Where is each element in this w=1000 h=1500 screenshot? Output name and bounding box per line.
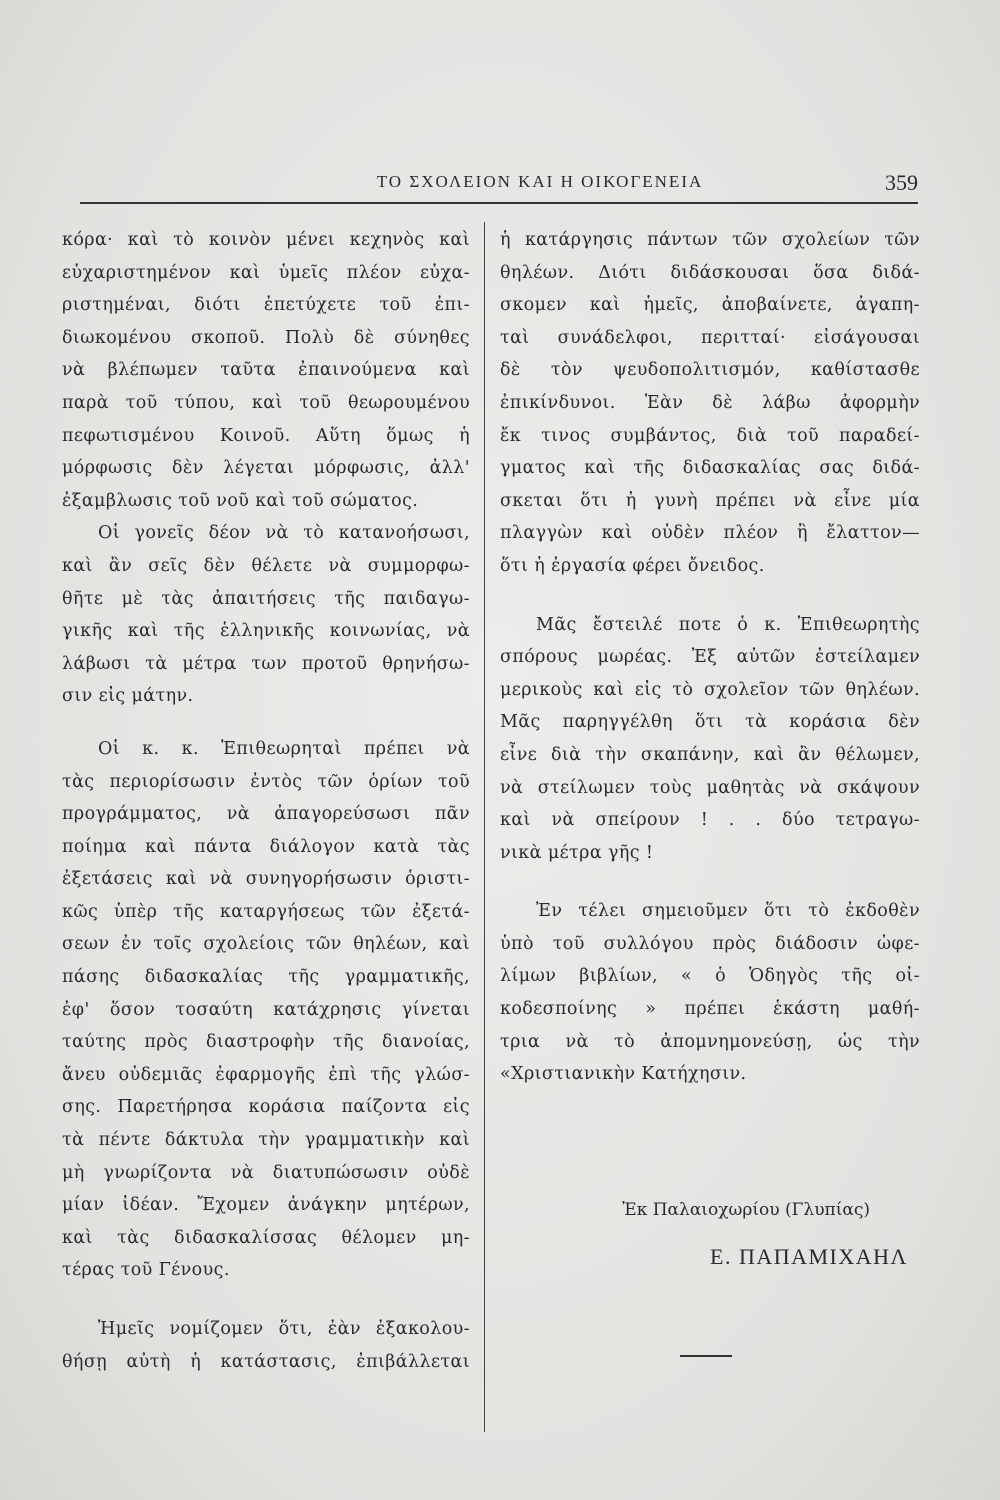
text-line: «Χριστιανικὴν Κατήχησιν.	[500, 1064, 747, 1085]
left-paragraph-3	[62, 733, 470, 1287]
text-line: τὰ πέντε δάκτυλα τὴν γραμματικὴν καὶ	[62, 1130, 470, 1151]
text-line: σεων ἐν τοῖς σχολείοις τῶν θηλέων, καὶ	[62, 934, 470, 955]
text-line: ἄνευ οὐδεμιᾶς ἐφαρμογῆς ἐπὶ τῆς γλώσ-	[62, 1064, 470, 1085]
text-line: γικῆς καὶ τῆς ἑλληνικῆς κοινωνίας, νὰ	[62, 621, 470, 642]
text-line: τέρας τοῦ Γένους.	[62, 1260, 230, 1281]
text-line: θηλέων. Διότι διδάσκουσαι ὅσα διδά-	[500, 262, 920, 283]
left-column	[62, 224, 470, 1378]
text-line: παρὰ τοῦ τύπου, καὶ τοῦ θεωρουμένου	[62, 392, 470, 413]
paragraph-gap	[62, 1287, 470, 1313]
text-line: ὑπὸ τοῦ συλλόγου πρὸς διάδοσιν ὠφε-	[500, 933, 920, 954]
text-line: πεφωτισμένου Κοινοῦ. Αὕτη ὅμως ἡ	[62, 425, 470, 446]
running-title: ΤΟ ΣΧΟΛΕΙΟΝ ΚΑΙ Η ΟΙΚΟΓΕΝΕΙΑ	[376, 172, 704, 191]
text-line: θῆτε μὲ τὰς ἀπαιτήσεις τῆς παιδαγω-	[62, 588, 470, 609]
text-line: σης. Παρετήρησα κοράσια παίζοντα εἰς	[62, 1097, 470, 1118]
text-line: σπόρους μωρέας. Ἐξ αὐτῶν ἐστείλαμεν	[500, 647, 920, 668]
signature-name: Ε. ΠΑΠΑΜΙΧΑΗΛ	[710, 1244, 908, 1269]
text-line: ἐπικίνδυνοι. Ἐὰν δὲ λάβω ἀφορμὴν	[500, 392, 920, 413]
left-paragraph-2	[62, 517, 470, 713]
paragraph-gap	[500, 583, 920, 609]
paragraph-gap	[500, 869, 920, 895]
text-line: νὰ βλέπωμεν ταῦτα ἐπαινούμενα καὶ	[62, 360, 470, 381]
end-rule	[680, 1355, 732, 1357]
text-line: ριστημέναι, διότι ἐπετύχετε τοῦ ἐπι-	[62, 295, 470, 316]
text-line: ποίημα καὶ πάντα διάλογον κατὰ τὰς	[62, 836, 470, 857]
text-line: γματος καὶ τῆς διδασκαλίας σας διδά-	[500, 458, 920, 479]
text-line: λίμων βιβλίων, « ὁ Ὁδηγὸς τῆς οἰ-	[500, 966, 920, 987]
left-paragraph-1	[62, 224, 470, 517]
text-line: κόρα· καὶ τὸ κοινὸν μένει κεχηνὸς καὶ	[62, 230, 470, 250]
text-line: Οἱ κ. κ. Ἐπιθεωρηταὶ πρέπει νὰ	[98, 738, 470, 759]
text-line: θήσῃ αὐτὴ ἡ κατάστασις, ἐπιβάλλεται	[62, 1351, 470, 1372]
text-line: σκεται ὅτι ἡ γυνὴ πρέπει νὰ εἶνε μία	[500, 490, 920, 511]
page-header	[80, 168, 918, 208]
text-line: εἶνε διὰ τὴν σκαπάνην, καὶ ἂν θέλωμεν,	[500, 744, 920, 765]
text-line: τὰς περιορίσωσιν ἐντὸς τῶν ὁρίων τοῦ	[62, 771, 470, 792]
text-line: πάσης διδασκαλίας τῆς γραμματικῆς,	[62, 967, 470, 988]
column-divider	[484, 222, 485, 1432]
paragraph-gap	[62, 713, 470, 733]
text-line: ἔκ τινος συμβάντος, διὰ τοῦ παραδεί-	[500, 425, 920, 446]
text-line: ἡ κατάργησις πάντων τῶν σχολείων τῶν	[500, 230, 920, 250]
text-line: μὴ γνωρίζοντα νὰ διατυπώσωσιν οὐδὲ	[62, 1162, 470, 1183]
text-line: ἐφ' ὅσον τοσαύτη κατάχρησις γίνεται	[62, 999, 470, 1020]
text-line: μόρφωσις δὲν λέγεται μόρφωσις, ἀλλ'	[62, 458, 470, 479]
text-line: καὶ τὰς διδασκαλίσσας θέλομεν μη-	[62, 1227, 470, 1248]
text-line: λάβωσι τὰ μέτρα των προτοῦ θρηνήσω-	[62, 653, 470, 674]
text-line: νὰ στείλωμεν τοὺς μαθητὰς νὰ σκάψουν	[500, 777, 920, 798]
text-line: Μᾶς παρηγγέλθη ὅτι τὰ κοράσια δὲν	[500, 712, 920, 733]
text-line: σιν εἰς μάτην.	[62, 686, 194, 707]
text-line: καὶ νὰ σπείρουν ! . . δύο τετραγω-	[500, 810, 920, 831]
right-paragraph-1	[500, 224, 920, 583]
right-paragraph-2	[500, 609, 920, 870]
text-line: Ἐν τέλει σημειοῦμεν ὅτι τὸ ἐκδοθὲν	[536, 901, 920, 922]
text-line: Μᾶς ἔστειλέ ποτε ὁ κ. Ἐπιθεωρητὴς	[536, 614, 920, 635]
left-paragraph-4	[62, 1313, 470, 1378]
text-line: μίαν ἰδέαν. Ἔχομεν ἀνάγκην μητέρων,	[62, 1195, 470, 1216]
header-rule	[80, 202, 918, 204]
text-line: εὐχαριστημένον καὶ ὑμεῖς πλέον εὐχα-	[62, 262, 470, 283]
text-line: δὲ τὸν ψευδοπολιτισμόν, καθίστασθε	[500, 360, 920, 381]
text-line: ταύτης πρὸς διαστροφὴν τῆς διανοίας,	[62, 1032, 470, 1053]
text-line: τρια νὰ τὸ ἀπομνημονεύσῃ, ὡς τὴν	[500, 1031, 920, 1052]
text-line: διωκομένου σκοποῦ. Πολὺ δὲ σύνηθες	[62, 327, 470, 348]
text-line: σκομεν καὶ ἡμεῖς, ἀποβαίνετε, ἀγαπη-	[500, 295, 920, 316]
right-column	[500, 224, 920, 1091]
text-line: ὅτι ἡ ἐργασία φέρει ὄνειδος.	[500, 555, 765, 576]
text-line: μερικοὺς καὶ εἰς τὸ σχολεῖον τῶν θηλέων.	[500, 679, 920, 700]
page-number: 359	[885, 170, 918, 195]
signature-place: Ἐκ Παλαιοχωρίου (Γλυπίας)	[622, 1200, 870, 1220]
text-line: νικὰ μέτρα γῆς !	[500, 842, 654, 863]
right-paragraph-3	[500, 895, 920, 1091]
text-line: Ἡμεῖς νομίζομεν ὅτι, ἐὰν ἐξακολου-	[98, 1319, 470, 1339]
text-line: ἐξετάσεις καὶ νὰ συνηγορήσωσιν ὁριστι-	[62, 869, 470, 890]
text-line: Οἱ γονεῖς δέον νὰ τὸ κατανοήσωσι,	[98, 523, 470, 544]
text-line: κῶς ὑπὲρ τῆς καταργήσεως τῶν ἐξετά-	[62, 901, 470, 922]
text-line: καὶ ἂν σεῖς δὲν θέλετε νὰ συμμορφω-	[62, 555, 470, 576]
text-line: ταὶ συνάδελφοι, περιτταί· εἰσάγουσαι	[500, 327, 920, 348]
text-line: ἐξαμβλωσις τοῦ νοῦ καὶ τοῦ σώματος.	[62, 490, 419, 511]
text-line: πλαγγὼν καὶ οὐδὲν πλέον ἢ ἔλαττον—	[500, 523, 920, 544]
text-line: κοδεσποίνης » πρέπει ἑκάστη μαθή-	[500, 999, 920, 1020]
text-line: προγράμματος, νὰ ἀπαγορεύσωσι πᾶν	[62, 804, 470, 825]
